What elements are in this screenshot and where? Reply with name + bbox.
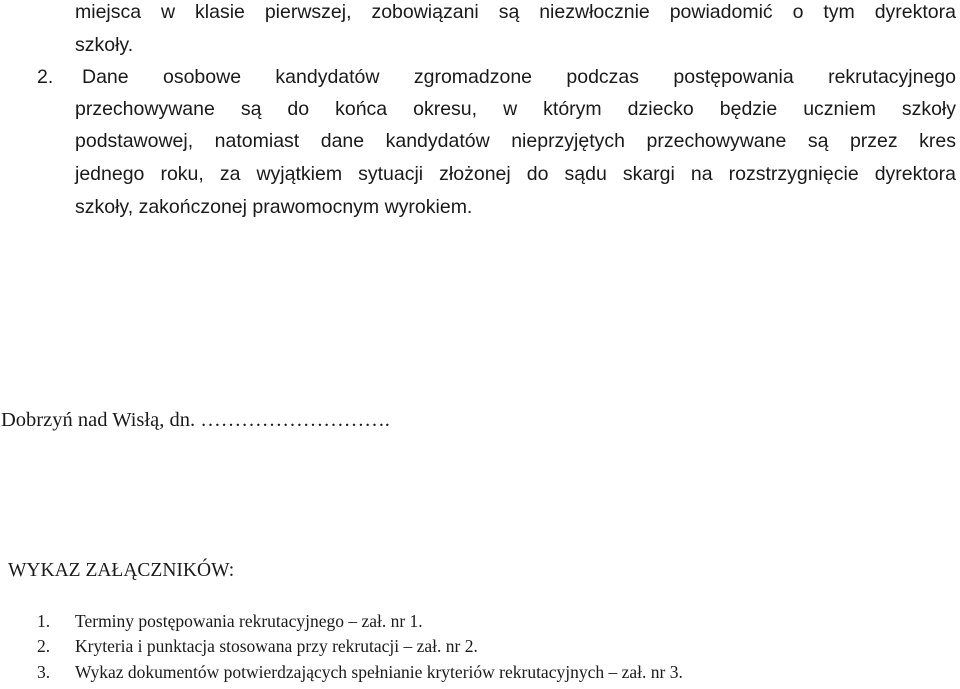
attachments-heading: WYKAZ ZAŁĄCZNIKÓW: xyxy=(8,560,235,581)
place-date-line: Dobrzyń nad Wisłą, dn. ………………………. xyxy=(1,409,390,431)
list-item-text: Kryteria i punktacja stosowana przy rekrutacji – zał. nr 2. xyxy=(75,636,478,656)
list-item-text: Terminy postępowania rekrutacyjnego – zał. nr 1. xyxy=(75,611,423,631)
list-item-text: Wykaz dokumentów potwierdzających spełnianie kryteriów rekrutacyjnych – zał. nr 3. xyxy=(75,662,683,682)
list-item-number: 3. xyxy=(37,662,51,682)
paragraph-2-line-4: jednego roku, za wyjątkiem sytuacji złożonej do sądu skargi na rozstrzygnięcie dyrektora xyxy=(75,163,956,185)
paragraph-1-line-1: miejsca w klasie pierwszej, zobowiązani są niezwłocznie powiadomić o tym dyrektora xyxy=(75,1,956,23)
paragraph-2-number: 2. xyxy=(37,66,54,88)
paragraph-2-line-3: podstawowej, natomiast dane kandydatów nieprzyjętych przechowywane są przez kres xyxy=(75,130,956,152)
paragraph-2-line-5: szkoły, zakończonej prawomocnym wyrokiem. xyxy=(75,196,473,218)
paragraph-1-line-2: szkoły. xyxy=(75,34,134,56)
list-item-number: 2. xyxy=(37,636,51,656)
list-item-number: 1. xyxy=(37,611,51,631)
paragraph-2-line-2: przechowywane są do końca okresu, w którym dziecko będzie uczniem szkoły xyxy=(75,98,956,120)
paragraph-2-line-1: Dane osobowe kandydatów zgromadzone podczas postępowania rekrutacyjnego xyxy=(82,66,956,88)
